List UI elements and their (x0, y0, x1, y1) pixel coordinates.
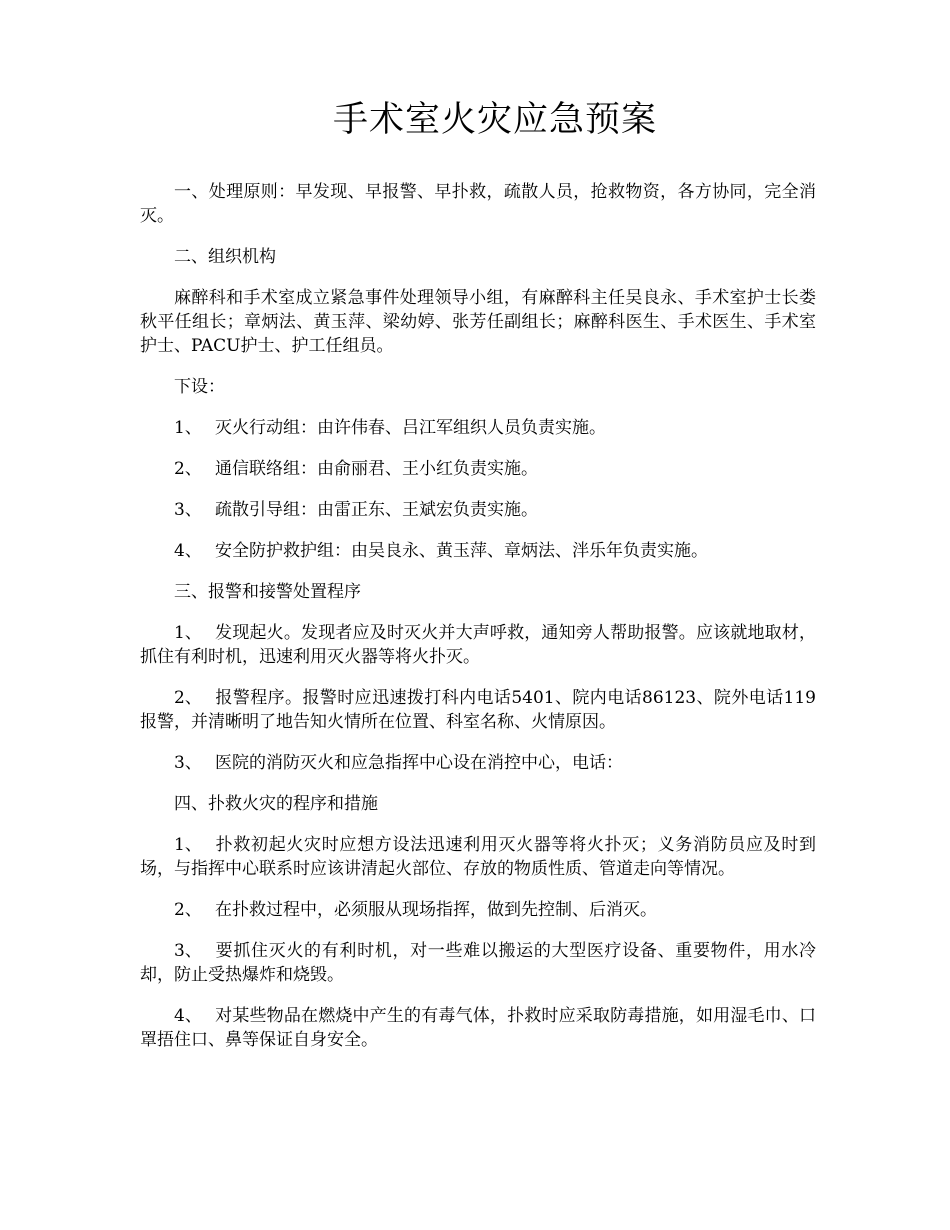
item-text: 要抓住灭火的有利时机，对一些难以搬运的大型医疗设备、重要物件，用水冷却，防止受热爆炸和烧毁。 (140, 941, 816, 985)
document-body (140, 180, 816, 1069)
item-number: 2、 (174, 900, 202, 920)
item-number: 1、 (174, 835, 202, 855)
paragraph-text: 下设： (174, 377, 225, 397)
item-text: 对某些物品在燃烧中产生的有毒气体，扑救时应采取防毒措施，如用湿毛巾、口罩捂住口、鼻等保证自身安全。 (140, 1006, 816, 1050)
paragraph-subgroups (140, 375, 816, 399)
list-item (140, 416, 816, 440)
list-item (140, 686, 816, 734)
paragraph-text: 三、报警和接警处置程序 (174, 582, 361, 602)
item-number: 2、 (174, 459, 202, 479)
list-item (140, 1004, 816, 1052)
list-item (140, 898, 816, 922)
list-item (140, 539, 816, 563)
item-number: 4、 (174, 541, 202, 561)
item-text: 通信联络组：由俞丽君、王小红负责实施。 (215, 459, 538, 479)
section-heading-firefighting (140, 792, 816, 816)
paragraph-principle (140, 180, 816, 228)
item-text: 扑救初起火灾时应想方设法迅速利用灭火器等将火扑灭；义务消防员应及时到场，与指挥中心联系时应该讲清起火部位、存放的物质性质、管道走向等情况。 (140, 835, 816, 879)
item-number: 4、 (174, 1006, 202, 1026)
item-text: 灭火行动组：由许伟春、吕江军组织人员负责实施。 (215, 418, 606, 438)
item-text: 安全防护救护组：由吴良永、黄玉萍、章炳法、泮乐年负责实施。 (215, 541, 708, 561)
item-number: 3、 (174, 941, 202, 961)
item-number: 3、 (174, 500, 202, 520)
list-item (140, 833, 816, 881)
paragraph-text: 四、扑救火灾的程序和措施 (174, 794, 378, 814)
item-number: 3、 (174, 753, 202, 773)
paragraph-text: 二、组织机构 (174, 247, 276, 267)
paragraph-text: 麻醉科和手术室成立紧急事件处理领导小组，有麻醉科主任吴良永、手术室护士长娄秋平任组长；章炳法、黄玉萍、梁幼婷、张芳任副组长；麻醉科医生、手术医生、手术室护士、PACU护士、护工任组员。 (140, 288, 816, 356)
document-title: 手术室火灾应急预案 (332, 100, 657, 140)
paragraph-organization (140, 286, 816, 358)
section-heading-organization (140, 245, 816, 269)
item-number: 1、 (174, 418, 202, 438)
list-item (140, 751, 816, 775)
item-text: 疏散引导组：由雷正东、王斌宏负责实施。 (215, 500, 538, 520)
item-text: 医院的消防灭火和应急指挥中心设在消控中心，电话： (215, 753, 623, 773)
paragraph-text: 一、处理原则：早发现、早报警、早扑救，疏散人员，抢救物资，各方协同，完全消灭。 (140, 182, 816, 226)
section-heading-alarm (140, 580, 816, 604)
item-text: 报警程序。报警时应迅速拨打科内电话5401、院内电话86123、院外电话119报警，并清晰明了地告知火情所在位置、科室名称、火情原因。 (140, 688, 816, 732)
item-number: 1、 (174, 623, 202, 643)
list-item (140, 621, 816, 669)
list-item (140, 457, 816, 481)
item-text: 发现起火。发现者应及时灭火并大声呼救，通知旁人帮助报警。应该就地取材，抓住有利时机，迅速利用灭火器等将火扑灭。 (140, 623, 816, 667)
item-text: 在扑救过程中，必须服从现场指挥，做到先控制、后消灭。 (215, 900, 657, 920)
list-item (140, 498, 816, 522)
list-item (140, 939, 816, 987)
item-number: 2、 (174, 688, 202, 708)
